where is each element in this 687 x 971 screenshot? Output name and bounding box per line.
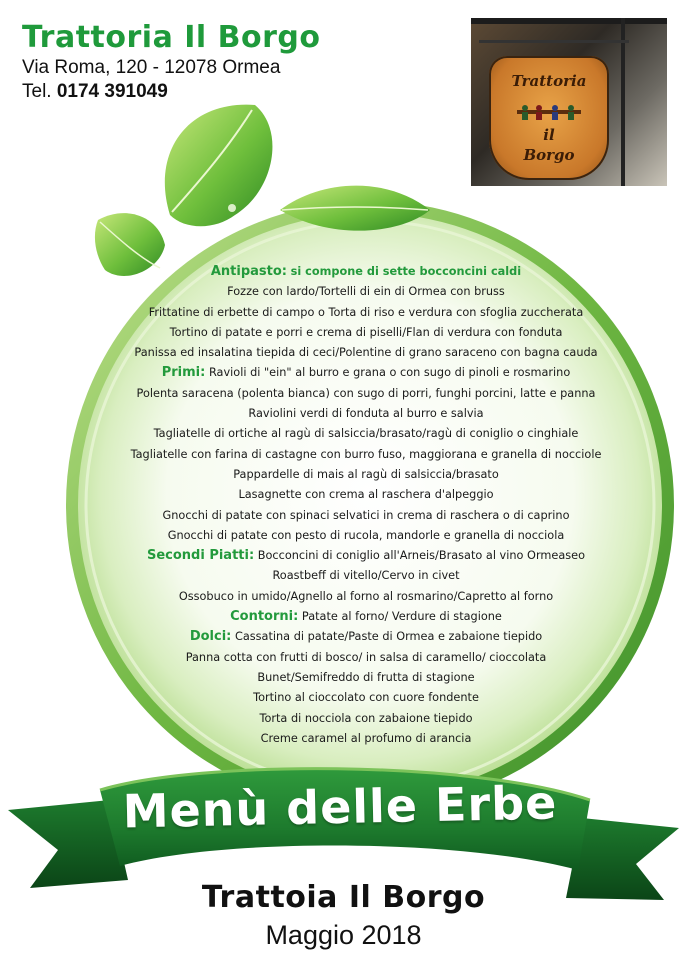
menu-item: Gnocchi di patate con pesto di rucola, mandorle e granella di nocciola: [167, 528, 565, 542]
section-heading-primi: Primi:: [161, 365, 206, 381]
menu-item: Bocconcini di coniglio all'Arneis/Brasato al vino Ormeaseo: [257, 549, 586, 563]
sign-text-line2: il: [543, 126, 555, 144]
menu-item: Raviolini verdi di fonduta al burro e salvia: [248, 407, 484, 421]
footer-restaurant-name: Trattoia Il Borgo: [201, 880, 486, 915]
menu-item: Tortino di patate e porri e crema di piselli/Flan di verdura con fonduta: [169, 325, 563, 339]
section-heading-dolci: Dolci:: [189, 629, 232, 645]
menu-item: Tagliatelle con farina di castagne con burro fuso, maggiorana e granella di nocciole: [130, 447, 602, 461]
section-heading-secondi: Secondi Piatti:: [146, 548, 255, 564]
menu-title: Menù delle Erbe: [122, 775, 558, 839]
footer-date: Maggio 2018: [265, 920, 422, 950]
menu-item: Tagliatelle di ortiche al ragù di salsiccia/brasato/ragù di coniglio o cinghiale: [153, 427, 579, 441]
restaurant-address: Via Roma, 120 - 12078 Ormea: [22, 57, 281, 78]
menu-item: Lasagnette con crema al raschera d'alpeggio: [238, 488, 494, 502]
menu-item: Panissa ed insalatina tiepida di ceci/Polentine di grano saraceno con bagna cauda: [134, 346, 598, 360]
menu-item: Pappardelle di mais al ragù di salsiccia/brasato: [233, 467, 499, 481]
menu-item: Tortino al cioccolato con cuore fondente: [253, 691, 479, 705]
menu-item: Gnocchi di patate con spinaci selvatici in crema di raschera o di caprino: [162, 508, 570, 522]
antipasto-intro: si compone di sette bocconcini caldi: [290, 265, 522, 278]
menu-item: Polenta saracena (polenta bianca) con sugo di porri, funghi porcini, latte e panna: [136, 386, 596, 400]
section-heading-contorni: Contorni:: [230, 609, 299, 625]
menu-item: Ossobuco in umido/Agnello al forno al rosmarino/Capretto al forno: [178, 589, 554, 603]
phone-number: 0174 391049: [56, 81, 168, 102]
menu-item: Bunet/Semifreddo di frutta di stagione: [257, 670, 475, 684]
menu-item: Patate al forno/ Verdure di stagione: [301, 610, 502, 624]
phone-label: Tel.: [22, 81, 52, 102]
menu-item: Frittatine di erbette di campo o Torta di riso e verdura con sfoglia zuccherata: [148, 305, 584, 319]
menu-item: Fozze con lardo/Tortelli di ein di Ormea con bruss: [227, 285, 505, 299]
menu-item: Creme caramel al profumo di arancia: [260, 731, 472, 745]
menu-item: Torta di nocciola con zabaione tiepido: [259, 711, 473, 725]
restaurant-name: Trattoria Il Borgo: [22, 20, 321, 55]
sign-text-line3: Borgo: [523, 146, 575, 164]
section-heading-antipasto: Antipasto:: [210, 264, 288, 279]
sign-text-line1: Trattoria: [511, 72, 587, 90]
menu-item: Ravioli di "ein" al burro e grana o con sugo di pinoli e rosmarino: [208, 366, 571, 380]
menu-item: Roastbeff di vitello/Cervo in civet: [272, 569, 460, 583]
menu-item: Panna cotta con frutti di bosco/ in salsa di caramello/ cioccolata: [185, 650, 547, 664]
menu-item: Cassatina di patate/Paste di Ormea e zabaione tiepido: [234, 630, 543, 644]
